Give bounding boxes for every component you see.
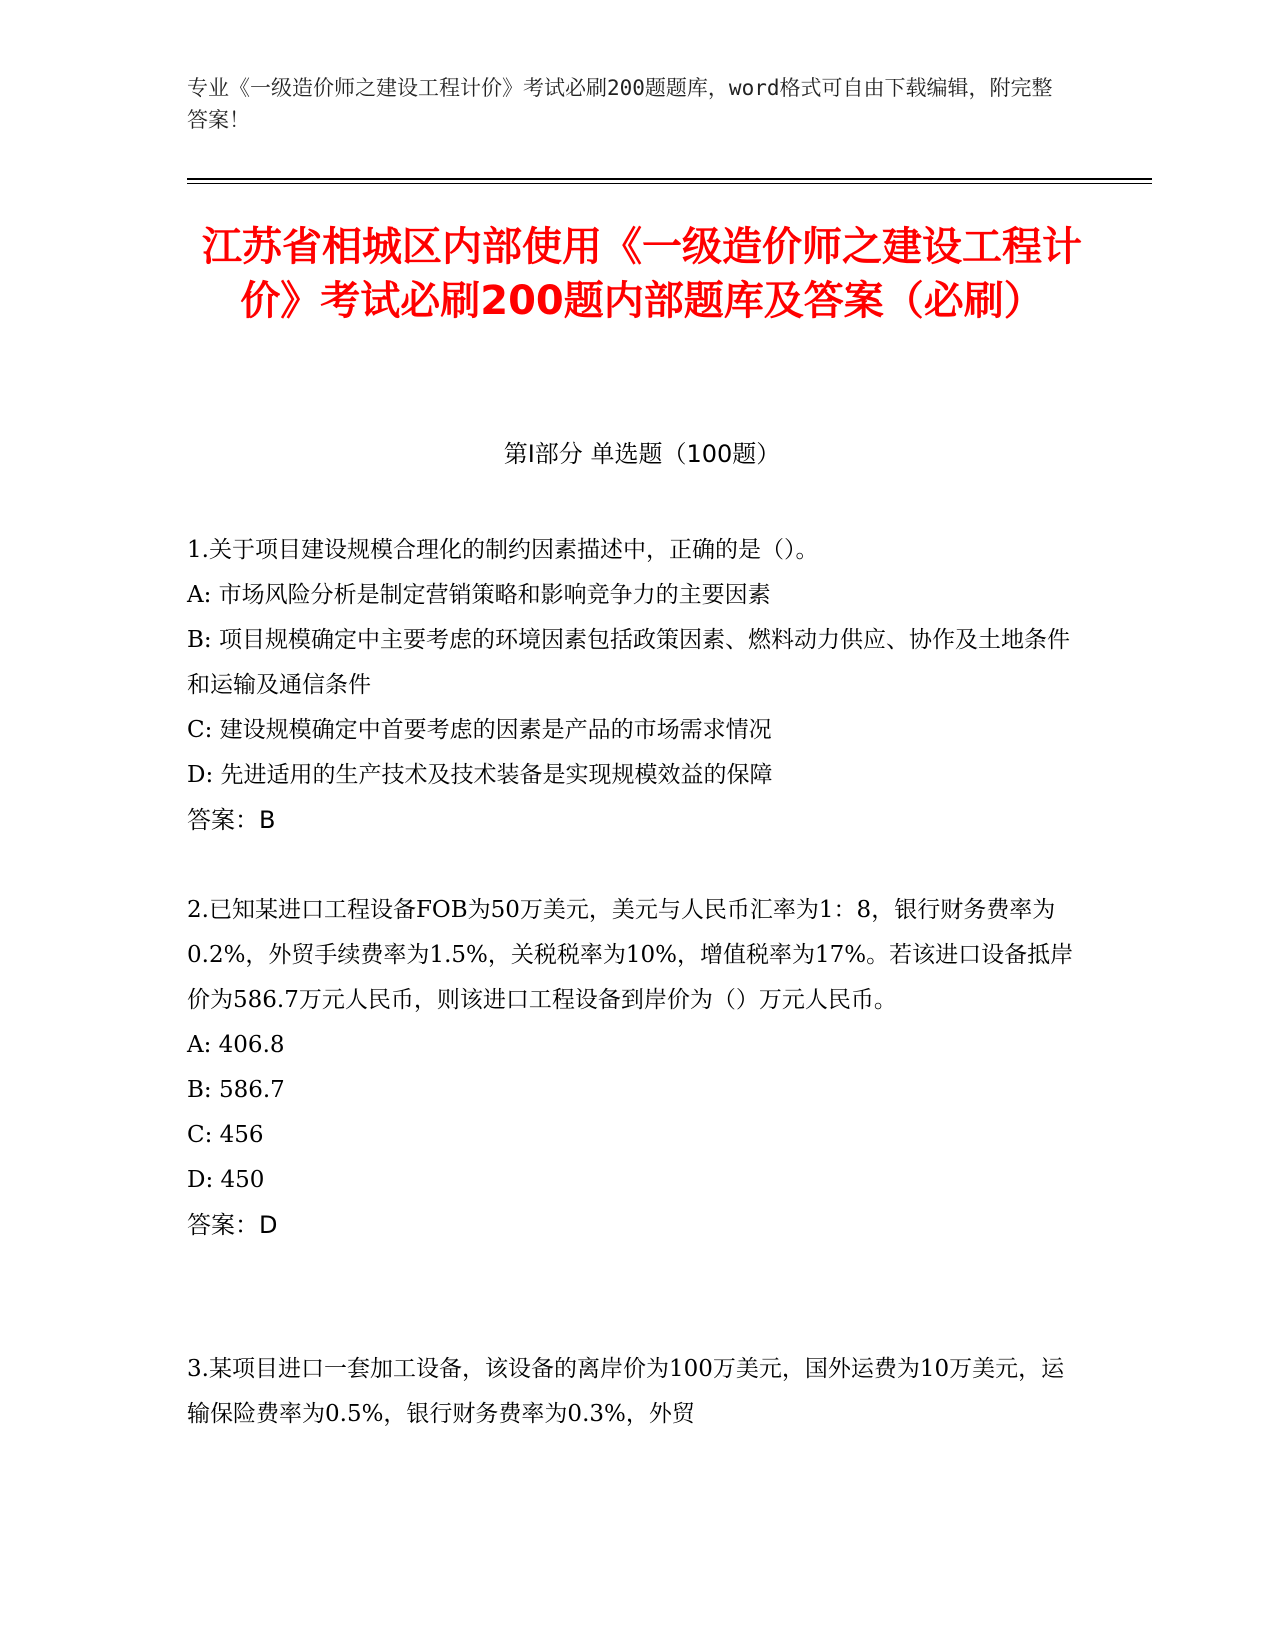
option-c: C: 建设规模确定中首要考虑的因素是产品的市场需求情况 [187, 717, 772, 743]
option-d: D: 450 [187, 1167, 265, 1193]
question-stem: 1.关于项目建设规模合理化的制约因素描述中，正确的是（）。 [187, 537, 819, 563]
question-stem: 2.已知某进口工程设备FOB为50万美元，美元与人民币汇率为1：8，银行财务费率为0.2%，外贸手续费率为1.5%，关税税率为10%，增值税率为17%。若该进口设备抵岸价为586.7万元人民币，则该进口工程设备到岸价为（）万元人民币。 [187, 897, 1074, 1013]
answer: 答案：D [187, 1211, 278, 1239]
question-stem: 3.某项目进口一套加工设备，该设备的离岸价为100万美元，国外运费为10万美元，运输保险费率为0.5%，银行财务费率为0.3%，外贸 [187, 1356, 1065, 1427]
option-a: A: 406.8 [187, 1032, 285, 1058]
option-a: A: 市场风险分析是制定营销策略和影响竞争力的主要因素 [187, 582, 771, 608]
option-c: C: 456 [187, 1122, 264, 1148]
header-rule [187, 178, 1152, 180]
option-b: B: 586.7 [187, 1077, 285, 1103]
question-1 [187, 528, 1077, 843]
answer: 答案：B [187, 806, 276, 834]
option-d: D: 先进适用的生产技术及技术装备是实现规模效益的保障 [187, 762, 773, 788]
header-rule-thin [187, 183, 1152, 184]
header-note: 专业《一级造价师之建设工程计价》考试必刷200题题库，word格式可自由下载编辑，附完整答案！ [187, 76, 1053, 132]
option-b: B: 项目规模确定中主要考虑的环境因素包括政策因素、燃料动力供应、协作及土地条件和运输及通信条件 [187, 627, 1070, 698]
question-3 [187, 1347, 1077, 1437]
question-2 [187, 888, 1077, 1248]
document-title: 江苏省相城区内部使用《一级造价师之建设工程计价》考试必刷200题内部题库及答案（必刷） [202, 224, 1082, 324]
section-title: 第I部分 单选题（100题） [503, 440, 781, 468]
